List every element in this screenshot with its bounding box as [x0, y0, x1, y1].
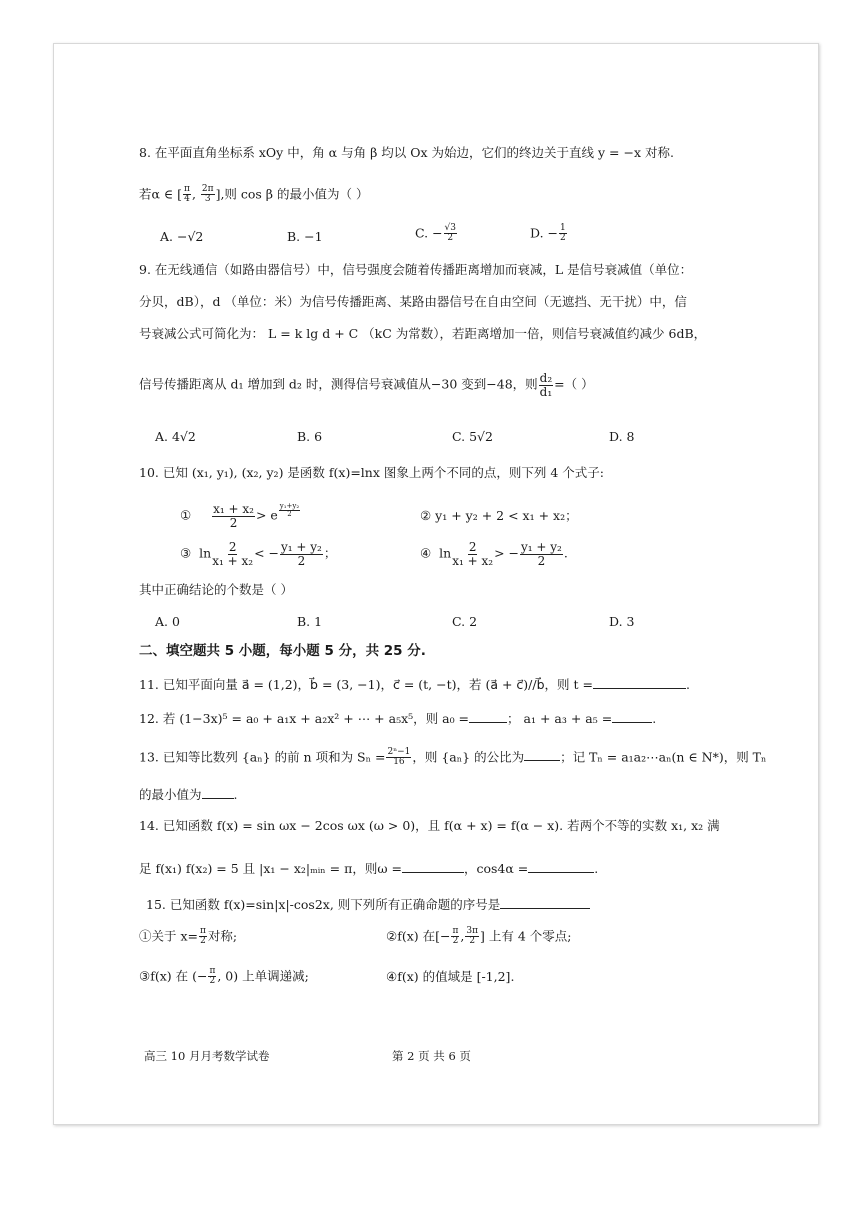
- q15-statement-2: ②f(x) 在[− $\frac{\pi}{2}$ , $\frac{3\pi}{2}$ ] 上有 4 个零点;: [386, 926, 572, 947]
- q9-option-c: C. 5√2: [452, 429, 493, 444]
- q11-answer-blank[interactable]: [593, 676, 686, 689]
- q14-answer-blank-1[interactable]: [402, 860, 464, 873]
- q9-option-a: A. 4√2: [155, 429, 196, 444]
- q10-option-d: D. 3: [609, 614, 635, 629]
- q9-line1: 9. 在无线通信（如路由器信号）中，信号强度会随着传播距离增加而衰减，L 是信号衰减值（单位：: [139, 262, 693, 277]
- q10-line1: 10. 已知 (x₁, y₁), (x₂, y₂) 是函数 f(x)=lnx 图象上两个不同的点，则下列 4 个式子:: [139, 465, 604, 480]
- q13-answer-blank-1[interactable]: [524, 748, 560, 761]
- q12-answer-blank-2[interactable]: [612, 710, 652, 723]
- q14-line2: 足 f(x₁) f(x₂) = 5 且 |x₁ − x₂|ₘᵢₙ = π，则ω = ，cos4α = .: [139, 861, 599, 876]
- q10-statement-1: ① $\frac{\text{x₁ + x₂}}{2}$ > e $\frac{\text{y₁+y₂}}{2}$: [180, 502, 300, 530]
- q13-line2: 的最小值为 .: [139, 787, 238, 802]
- q10-statement-3: ③ ln $\frac{2}{\text{x₁ + x₂}}$ < − $\frac{\text{y₁ + y₂}}{2}$ ；: [180, 540, 337, 568]
- q10-statement-4: ④ ln $\frac{2}{\text{x₁ + x₂}}$ > − $\frac{\text{y₁ + y₂}}{2}$ .: [420, 540, 568, 568]
- q10-option-c: C. 2: [452, 614, 478, 629]
- q15-statement-4: ④f(x) 的值域是 [-1,2].: [386, 969, 515, 984]
- footer-page-number: 第 2 页 共 6 页: [392, 1049, 471, 1063]
- q15-statement-1: ①关于 x= $\frac{\pi}{2}$ 对称;: [139, 926, 238, 947]
- q9-option-b: B. 6: [297, 429, 323, 444]
- q13-answer-blank-2[interactable]: [202, 786, 234, 799]
- q10-option-a: A. 0: [155, 614, 180, 629]
- q15-line1: 15. 已知函数 f(x)=sin|x|-cos2x, 则下列所有正确命题的序号是: [146, 896, 590, 912]
- q10-statement-2: ② y₁ + y₂ + 2 < x₁ + x₂；: [420, 508, 578, 523]
- q9-option-d: D. 8: [609, 429, 635, 444]
- q8-line1: 8. 在平面直角坐标系 xOy 中，角 α 与角 β 均以 Ox 为始边，它们的终边关于直线 y = −x 对称.: [139, 145, 674, 160]
- q14-line1: 14. 已知函数 f(x) = sin ωx − 2cos ωx (ω > 0)，且 f(α + x) = f(α − x). 若两个不等的实数 x₁, x₂ 满: [139, 818, 720, 833]
- q14-answer-blank-2[interactable]: [528, 860, 594, 873]
- q8-option-c: C. − $\frac{√3}{2}$: [415, 223, 457, 244]
- q10-option-b: B. 1: [297, 614, 323, 629]
- q15-answer-blank[interactable]: [500, 896, 590, 909]
- q15-statement-3: ③f(x) 在 (− $\frac{\pi}{2}$ , 0) 上单调递减;: [139, 966, 309, 987]
- q8-line2: 若α ∈ [ $\frac{\pi}{4}$ , $\frac{2\pi}{3}$ ],则 cos β 的最小值为（ ）: [139, 184, 369, 205]
- q8-option-a: A. −√2: [160, 229, 204, 244]
- q12-line: 12. 若 (1−3x)⁵ = a₀ + a₁x + a₂x² + ⋯ + a₅x⁵，则 a₀ = ； a₁ + a₃ + a₅ = .: [139, 711, 657, 726]
- q8-option-d: D. − $\frac{1}{2}$: [530, 223, 566, 244]
- q9-line3: 号衰减公式可简化为： L = k lg d + C （kC 为常数），若距离增加一倍，则信号衰减值约减少 6dB，: [139, 326, 707, 341]
- section-2-heading: 二、填空题共 5 小题，每小题 5 分，共 25 分.: [139, 643, 426, 659]
- q8-option-b: B. −1: [287, 229, 323, 244]
- q10-line-end: 其中正确结论的个数是（ ）: [139, 582, 293, 597]
- q11-line: 11. 已知平面向量 a⃗ = (1,2)，b⃗ = (3, −1)，c⃗ = (t, −t)，若 (a⃗ + c⃗)//b⃗，则 t = .: [139, 677, 690, 692]
- q13-line1: 13. 已知等比数列 {aₙ} 的前 n 项和为 Sₙ = $\frac{\text{2ⁿ−1}}{16}$ ，则 {aₙ} 的公比为 ；记 Tₙ = a₁a₂⋯aₙ(n ∈ N*)，则 Tₙ: [139, 747, 767, 768]
- q9-line2: 分贝，dB），d （单位：米）为信号传播距离、某路由器信号在自由空间（无遮挡、无干扰）中，信: [139, 294, 687, 309]
- q9-line4: 信号传播距离从 d₁ 增加到 d₂ 时，测得信号衰减值从−30 变到−48，则 $\frac{\text{d₂}}{\text{d₁}}$ =（ ）: [139, 371, 594, 399]
- footer-exam-title: 高三 10 月月考数学试卷: [144, 1049, 270, 1063]
- q12-answer-blank-1[interactable]: [469, 710, 507, 723]
